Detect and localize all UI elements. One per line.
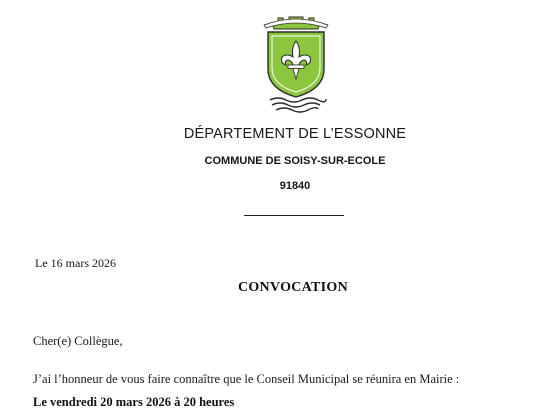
meeting-date: Le vendredi 20 mars 2026 à 20 heures <box>33 395 235 409</box>
letter-title: CONVOCATION <box>237 280 349 295</box>
commune-heading: COMMUNE DE SOISY-SUR-ECOLE <box>204 155 386 167</box>
salutation: Cher(e) Collègue, <box>33 334 123 348</box>
postal-code: 91840 <box>279 180 311 192</box>
municipal-coat-of-arms-icon <box>260 15 332 115</box>
header-divider <box>244 215 344 216</box>
body-paragraph: J’ai l’honneur de vous faire connaître que le Conseil Municipal se réunira en Mairie : <box>33 372 460 386</box>
department-heading: DÉPARTEMENT DE L’ESSONNE <box>183 126 407 142</box>
letter-date: Le 16 mars 2026 <box>35 256 116 270</box>
